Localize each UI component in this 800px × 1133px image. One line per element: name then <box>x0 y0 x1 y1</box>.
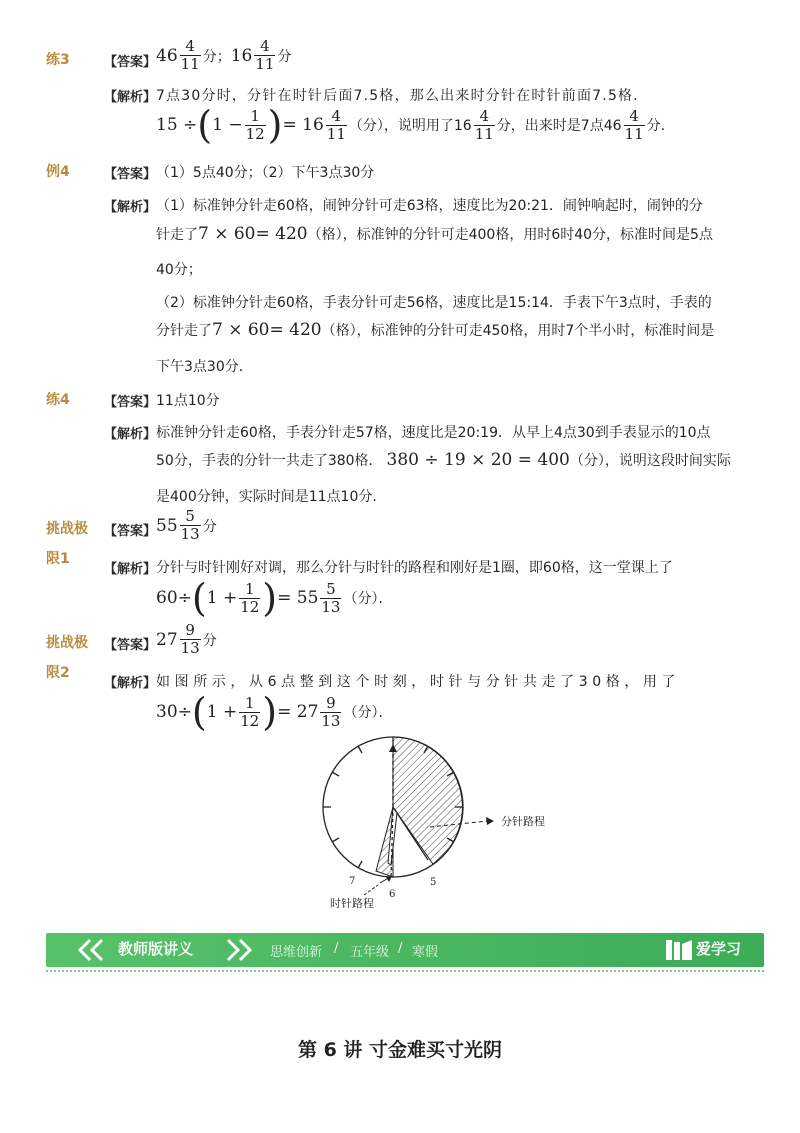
frac-num: 5 <box>320 581 341 599</box>
li4-p1-line2 <box>156 224 713 244</box>
separator: / <box>334 941 339 956</box>
unit-text: 分 <box>202 518 217 535</box>
analysis-label: 【解析】 <box>104 427 157 442</box>
section-tag-li4: 例4 <box>46 164 70 180</box>
frac-den: 12 <box>240 711 260 730</box>
lian4-answer: 11点10分 <box>156 393 220 409</box>
frac-num: 9 <box>180 622 201 640</box>
eq-text: （分）． <box>343 591 393 607</box>
li4-p1-line3: 40分； <box>156 262 202 278</box>
analysis-label: 【解析】 <box>104 200 157 215</box>
eq-text: （分）． <box>343 705 393 721</box>
text: 50分，手表的分针一共走了380格． <box>156 453 383 469</box>
frac-num: 4 <box>254 38 275 56</box>
frac-den: 11 <box>255 55 275 73</box>
num: 16 <box>230 45 253 66</box>
num: 27 <box>156 629 178 650</box>
paren-left: ( <box>197 103 213 147</box>
frac-num: 1 <box>239 695 260 713</box>
clock-number-5: 5 <box>430 877 437 888</box>
answer-label: 【答案】 <box>104 638 157 653</box>
eq-text: 1 + <box>206 588 238 608</box>
math: 380 ÷ 19 × 20 = 400 <box>386 450 570 470</box>
answer-label: 【答案】 <box>104 524 157 539</box>
eq-text: 30÷ <box>156 702 192 722</box>
term-label: 寒假 <box>412 945 439 960</box>
li4-p1-line1: （1）标准钟分针走60格，闹钟分针可走63格，速度比为20:21．闹钟响起时，闹钟的分 <box>156 198 703 214</box>
li4-p2-line1: （2）标准钟分针走60格，手表分针可走56格，速度比是15:14．手表下午3点时，手表的 <box>156 295 712 311</box>
paren-right: ) <box>262 690 278 734</box>
hour-label-arrow <box>364 885 378 895</box>
section-tag-tz1-a: 挑战极 <box>46 521 88 537</box>
eq-text: 15 ÷ <box>156 115 198 135</box>
frac-den: 11 <box>474 124 494 143</box>
chevron-right-icon <box>222 937 262 963</box>
unit-text: 分 <box>202 632 217 649</box>
paren-right: ) <box>262 576 278 620</box>
fraction <box>180 38 201 73</box>
fraction <box>254 38 275 73</box>
eq-text: 分． <box>646 118 675 134</box>
arrow-head <box>486 817 494 825</box>
grade-label: 五年级 <box>350 945 390 960</box>
frac-den: 13 <box>321 597 341 616</box>
num: 55 <box>156 515 178 536</box>
eq-text: = 16 <box>282 115 324 135</box>
logo-text: 爱学习 <box>696 940 742 958</box>
paren-right: ) <box>267 103 283 147</box>
eq-text: 分，出来时是7点46 <box>496 118 622 134</box>
tz1-equation <box>156 576 393 620</box>
footer-banner <box>46 933 764 967</box>
section-tag-tz2-a: 挑战极 <box>46 635 88 651</box>
clock-number-6: 6 <box>389 889 396 900</box>
fraction <box>320 695 341 730</box>
answer-label: 【答案】 <box>104 167 157 182</box>
fraction <box>245 108 266 143</box>
clock-figure <box>300 735 570 915</box>
fraction <box>320 581 341 616</box>
frac-num: 4 <box>326 108 347 126</box>
lecture-title: 第 6 讲 寸金难买寸光阴 <box>297 1039 503 1061</box>
frac-den: 12 <box>245 124 265 143</box>
text: （格），标准钟的分针可走400格，用时6时40分，标准时间是5点 <box>307 227 713 243</box>
fraction <box>474 108 495 143</box>
eq-text: 1 − <box>212 115 243 135</box>
brand-label: 教师版讲义 <box>118 940 194 958</box>
math: 7 × 60= 420 <box>212 320 322 340</box>
minute-path-label: 分针路程 <box>501 815 545 828</box>
lian3-analysis-line1: 7点30分时，分针在时针后面7.5格，那么出来时分针在时针前面7.5格． <box>156 88 649 104</box>
frac-den: 13 <box>321 711 341 730</box>
logo-icon <box>664 938 694 962</box>
lian3-answer <box>156 38 291 73</box>
frac-num: 1 <box>245 108 266 126</box>
text: （分），说明这段时间实际 <box>569 453 731 469</box>
li4-answer: （1）5点40分；（2）下午3点30分 <box>156 165 375 181</box>
fraction <box>239 695 260 730</box>
analysis-label: 【解析】 <box>104 676 157 691</box>
frac-den: 11 <box>326 124 346 143</box>
dotted-divider <box>46 970 764 972</box>
frac-num: 1 <box>239 581 260 599</box>
chevron-left-icon <box>76 937 116 963</box>
fraction <box>624 108 645 143</box>
frac-num: 5 <box>180 508 201 526</box>
eq-text: = 55 <box>277 588 319 608</box>
separator: / <box>398 941 403 956</box>
section-tag-tz2-b: 限2 <box>46 665 70 681</box>
eq-text: 60÷ <box>156 588 192 608</box>
answer-label: 【答案】 <box>104 395 157 410</box>
clock-number-7: 7 <box>349 876 356 887</box>
frac-den: 13 <box>180 525 200 543</box>
li4-p2-line2 <box>156 320 714 340</box>
frac-num: 4 <box>624 108 645 126</box>
tz2-line1: 如图所示，从6点整到这个时刻，时针与分针共走了30格，用了 <box>156 674 681 690</box>
unit-text: 分 <box>277 48 292 65</box>
hour-path-label: 时针路程 <box>330 897 374 910</box>
fraction <box>326 108 347 143</box>
fraction <box>180 508 201 543</box>
subject-label: 思维创新 <box>270 945 323 960</box>
eq-text: （分），说明用了16 <box>348 118 472 134</box>
lian4-line3: 是400分钟，实际时间是11点10分． <box>156 489 387 505</box>
math: 7 × 60= 420 <box>198 224 308 244</box>
tz1-line1: 分针与时针刚好对调，那么分针与时针的路程和刚好是1圈，即60格，这一堂课上了 <box>156 560 673 576</box>
frac-den: 11 <box>180 55 200 73</box>
tz2-answer <box>156 622 217 657</box>
frac-den: 13 <box>180 639 200 657</box>
eq-text: = 27 <box>277 702 319 722</box>
analysis-label: 【解析】 <box>104 90 157 105</box>
tz2-equation <box>156 690 393 734</box>
eq-text: 1 + <box>206 702 238 722</box>
answer-label: 【答案】 <box>104 55 157 70</box>
li4-p2-line3: 下午3点30分． <box>156 359 253 375</box>
unit-text: 分； <box>202 48 231 65</box>
text: （格），标准钟的分针可走450格，用时7个半小时，标准时间是 <box>321 323 715 339</box>
section-tag-lian4: 练4 <box>46 392 70 408</box>
section-tag-lian3: 练3 <box>46 52 70 68</box>
lian4-line1: 标准钟分针走60格，手表分针走57格，速度比是20:19．从早上4点30到手表显示的10点 <box>156 425 711 441</box>
text: 分针走了 <box>156 323 212 339</box>
lian3-equation <box>156 103 675 147</box>
tz1-answer <box>156 508 217 543</box>
paren-left: ( <box>191 690 207 734</box>
frac-num: 4 <box>180 38 201 56</box>
frac-num: 9 <box>320 695 341 713</box>
analysis-label: 【解析】 <box>104 562 157 577</box>
text: 针走了 <box>156 227 198 243</box>
paren-left: ( <box>191 576 207 620</box>
frac-den: 12 <box>240 597 260 616</box>
fraction <box>180 622 201 657</box>
num: 46 <box>156 45 178 66</box>
fraction <box>239 581 260 616</box>
frac-den: 11 <box>624 124 644 143</box>
lian4-line2 <box>156 450 731 470</box>
section-tag-tz1-b: 限1 <box>46 551 70 567</box>
frac-num: 4 <box>474 108 495 126</box>
